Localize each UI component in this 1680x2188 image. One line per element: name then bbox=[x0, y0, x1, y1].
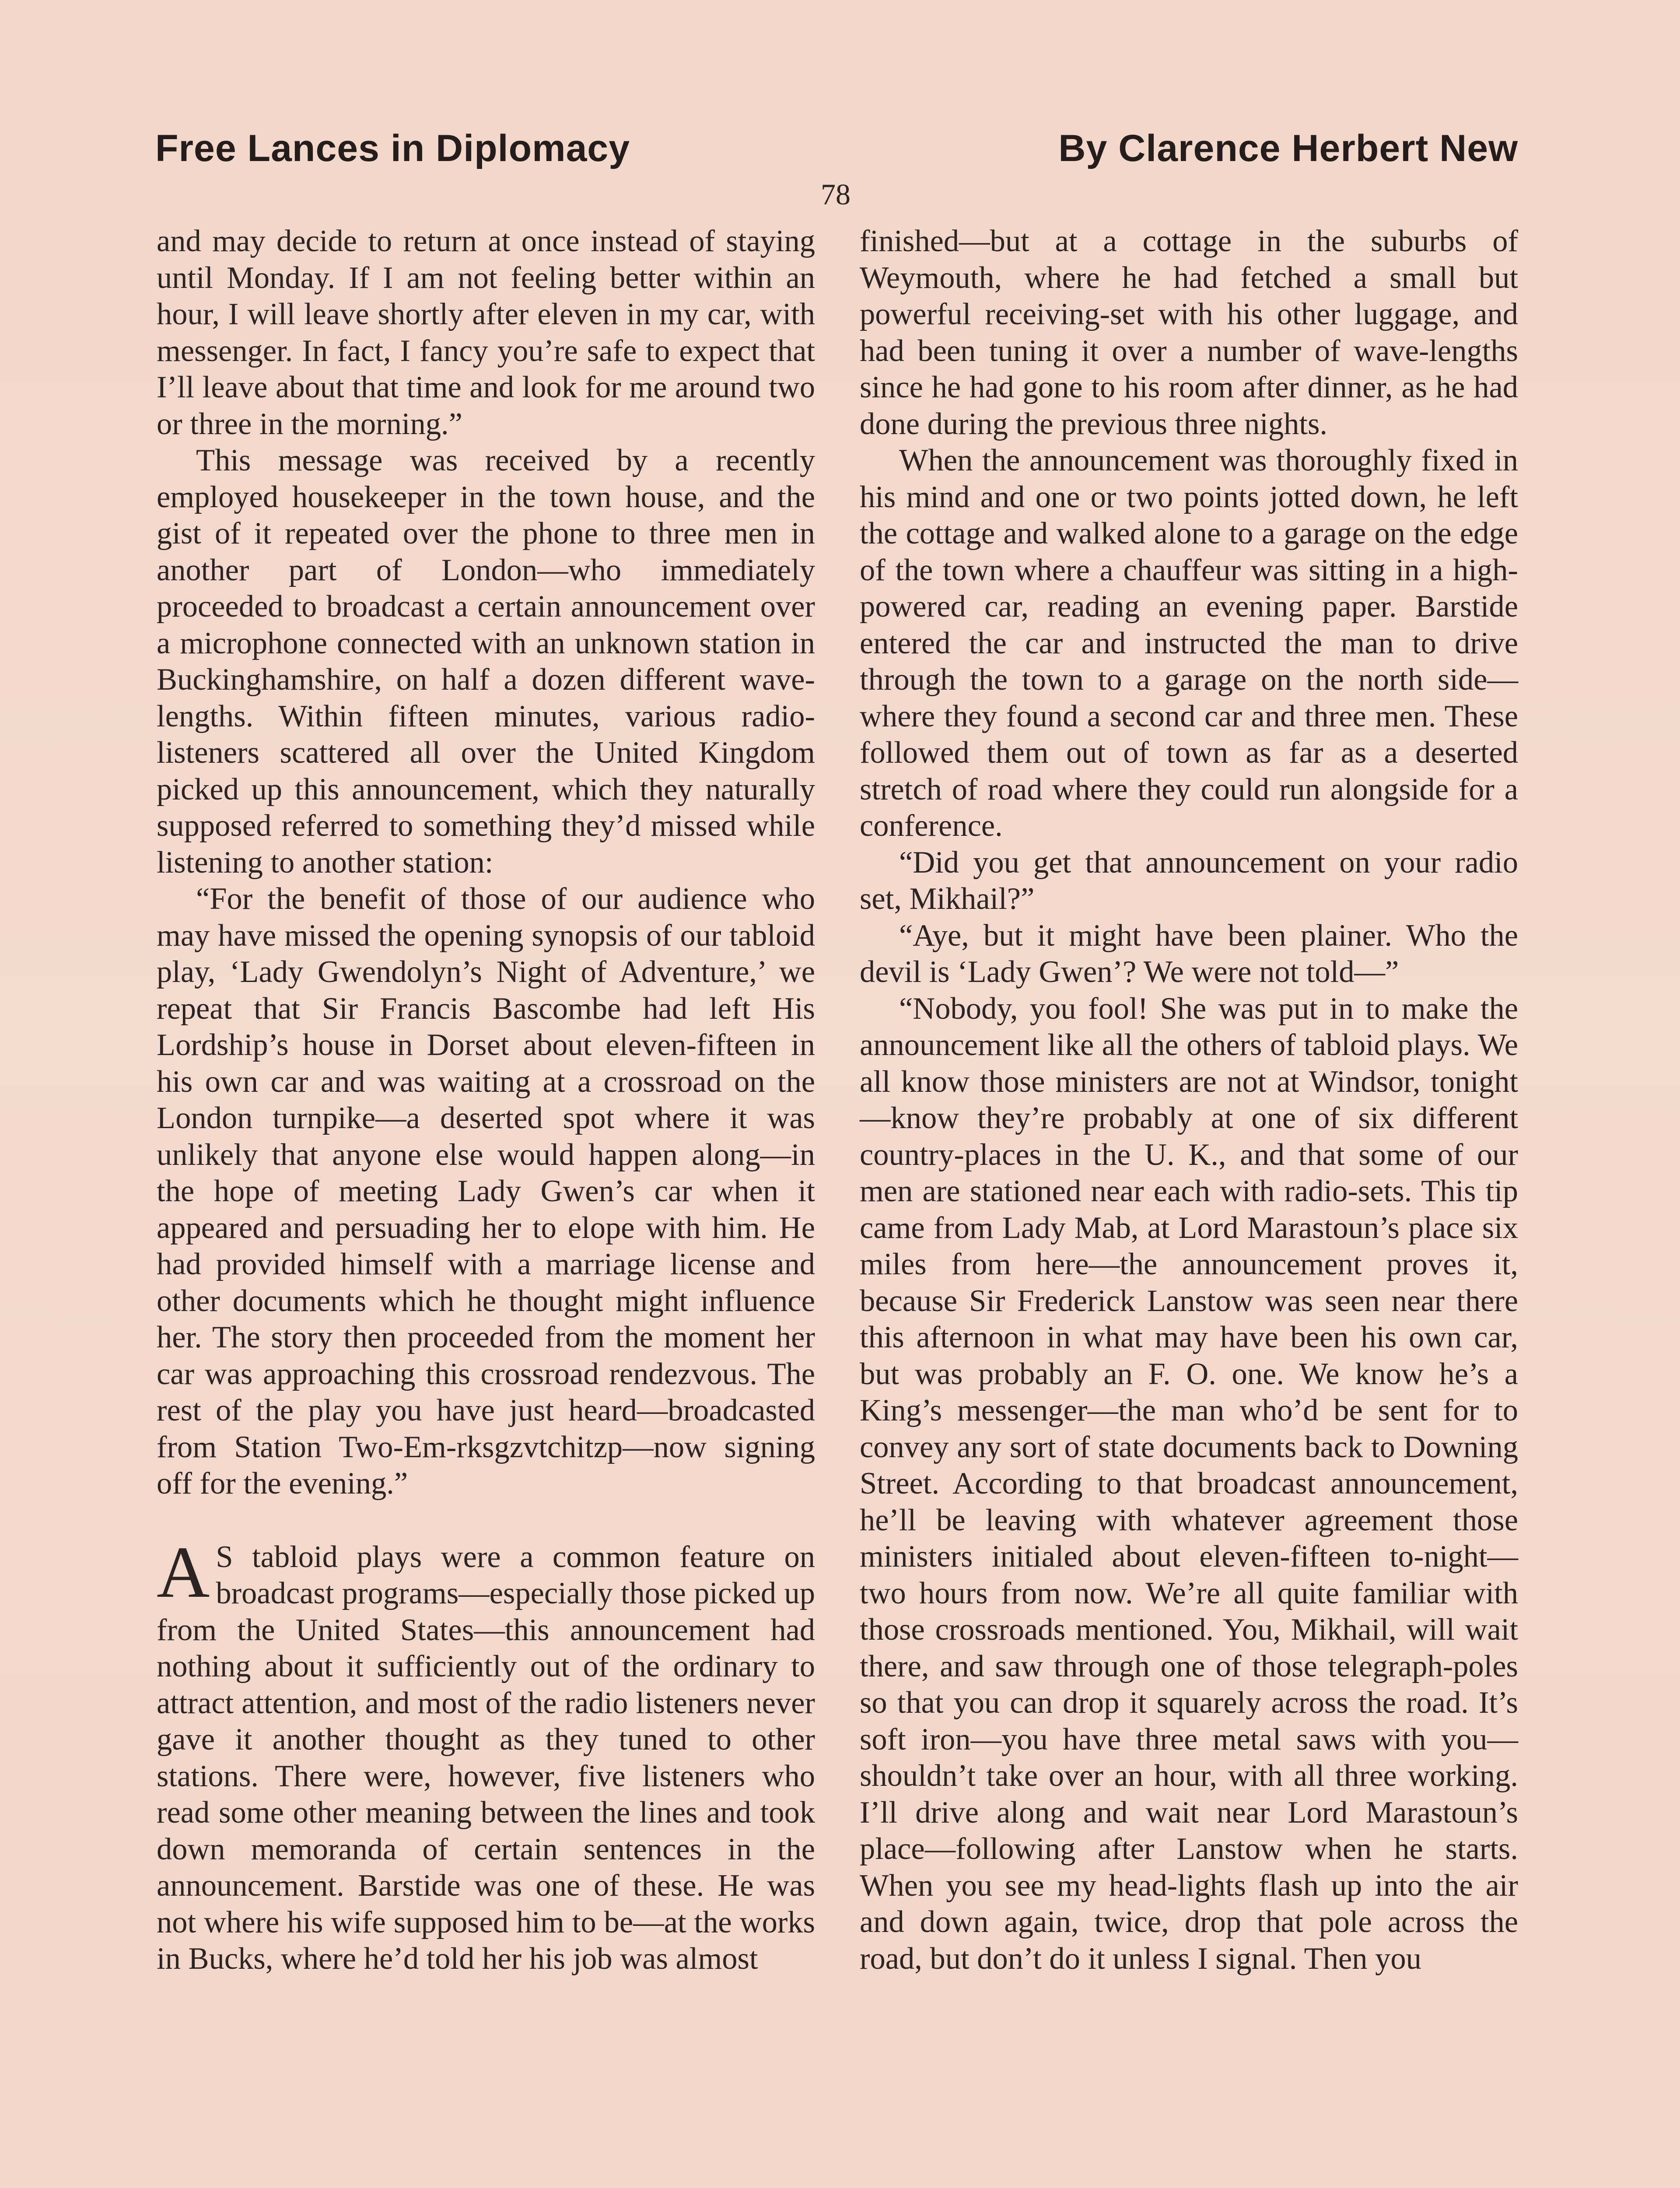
page-header bbox=[155, 127, 1518, 184]
right-column bbox=[860, 223, 1518, 1977]
paragraph-with-dropcap bbox=[157, 1531, 815, 1978]
paragraph: “Did you get that announcement on your radio set, Mikhail?” bbox=[860, 845, 1518, 916]
story-byline: By Clarence Herbert New bbox=[1058, 127, 1518, 169]
page-number: 78 bbox=[821, 178, 850, 211]
story-title: Free Lances in Diplomacy bbox=[155, 127, 630, 169]
drop-cap: A bbox=[157, 1531, 210, 1613]
section-break bbox=[157, 1502, 815, 1539]
left-column bbox=[157, 223, 815, 1978]
paragraph: and may decide to return at once instead of staying until Monday. If I am not feeling better within an hour, I will leave shortly after eleven in my car, with messenger. In fact, I fancy you’re safe to expect that I’ll leave about that time and look for me around two or three in the morning.” bbox=[157, 224, 815, 441]
paragraph-text: S tabloid plays were a common feature on broadcast programs—especially those picked up from the United States—this announcement had nothing about it sufficiently out of the ordinary to attract attention, and most of the radio listeners never gave it another thought as they tuned to other stations. There were, however, five listeners who read some other meaning between the lines and took down memoranda of certain sentences in the announcement. Barstide was one of these. He was not where his wife supposed him to be—at the works in Bucks, where he’d told her his job was almost bbox=[157, 1539, 815, 1976]
paragraph: “Aye, but it might have been plainer. Who the devil is ‘Lady Gwen’? We were not told—” bbox=[860, 918, 1518, 989]
paragraph: This message was received by a recently employed housekeeper in the town house, and the gist of it repeated over the phone to three men in another part of London—who immediately proceeded to broadcast a certain announcement over a microphone connected with an unknown station in Buckinghamshire, on half a dozen different wave-lengths. Within fifteen minutes, various radio-listeners scattered all over the United Kingdom picked up this announcement, which they naturally supposed referred to something they’d missed while listening to another station: bbox=[157, 443, 815, 880]
paragraph: When the announcement was thoroughly fixed in his mind and one or two points jotted down, he left the cottage and walked alone to a garage on the edge of the town where a chauffeur was sitting in a high-powered car, reading an evening paper. Barstide entered the car and instructed the man to drive through the town to a garage on the north side—where they found a second car and three men. These followed them out of town as far as a deserted stretch of road where they could run alongside for a conference. bbox=[860, 443, 1518, 843]
paragraph: “For the benefit of those of our audience who may have missed the opening synopsis of our tabloid play, ‘Lady Gwendolyn’s Night of Adventure,’ we repeat that Sir Francis Bascombe had left His Lordship’s house in Dorset about eleven-fifteen in his own car and was waiting at a crossroad on the London turnpike—a deserted spot where it was unlikely that anyone else would happen along—in the hope of meeting Lady Gwen’s car when it appeared and persuading her to elope with him. He had provided himself with a marriage license and other documents which he thought might influence her. The story then proceeded from the moment her car was approaching this crossroad rendezvous. The rest of the play you have just heard—broadcasted from Station Two-Em-rksgzvtchitzp—now signing off for the evening.” bbox=[157, 882, 815, 1501]
paragraph: finished—but at a cottage in the suburbs of Weymouth, where he had fetched a small but powerful receiving-set with his other luggage, and had been tuning it over a number of wave-lengths since he had gone to his room after dinner, as he had done during the previous three nights. bbox=[860, 224, 1518, 441]
paragraph: “Nobody, you fool! She was put in to make the announcement like all the others of tabloid plays. We all know those ministers are not at Windsor, tonight—know they’re probably at one of six different country-places in the U. K., and that some of our men are stationed near each with radio-sets. This tip came from Lady Mab, at Lord Marastoun’s place six miles from here—the announcement proves it, because Sir Frederick Lanstow was seen near there this afternoon in what may have been his own car, but was probably an F. O. one. We know he’s a King’s messenger—the man who’d be sent for to convey any sort of state documents back to Downing Street. According to that broadcast announcement, he’ll be leaving with whatever agreement those ministers initialed about eleven-fifteen to-night—two hours from now. We’re all quite familiar with those crossroads mentioned. You, Mikhail, will wait there, and saw through one of those telegraph-poles so that you can drop it squarely across the road. It’s soft iron—you have three metal saws with you—shouldn’t take over an hour, with all three working. I’ll drive along and wait near Lord Marastoun’s place—following after Lanstow when he starts. When you see my head-lights flash up into the air and down again, twice, drop that pole across the road, but don’t do it unless I signal. Then you bbox=[860, 991, 1518, 1976]
